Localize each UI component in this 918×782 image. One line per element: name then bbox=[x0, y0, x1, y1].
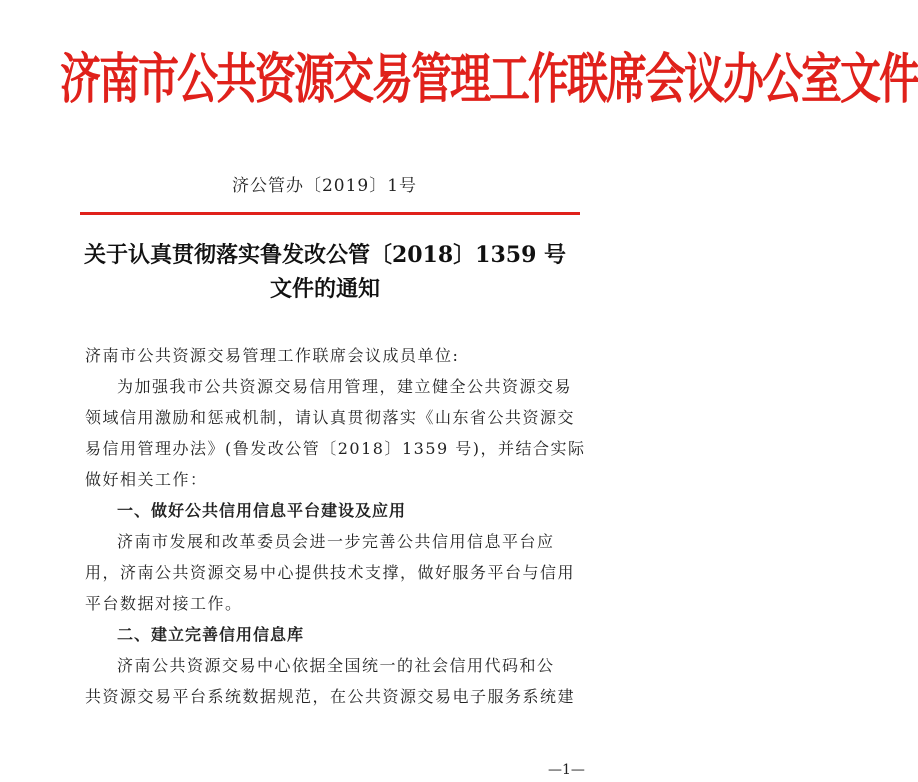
text-line: 济南公共资源交易中心依据全国统一的社会信用代码和公 bbox=[117, 656, 555, 675]
text-line: 用，济南公共资源交易中心提供技术支撑，做好服务平台与信用 bbox=[85, 563, 576, 582]
notice-title bbox=[40, 238, 610, 306]
salutation-text: 济南市公共资源交易管理工作联席会议成员单位: bbox=[85, 346, 460, 365]
section-heading: 二、建立完善信用信息库 bbox=[117, 625, 305, 644]
red-divider-line bbox=[80, 212, 580, 215]
text-line: 共资源交易平台系统数据规范，在公共资源交易电子服务系统建 bbox=[85, 687, 576, 706]
document-number: 济公管办〔2019〕1号 bbox=[231, 176, 418, 196]
text-line: 济南市发展和改革委员会进一步完善公共信用信息平台应 bbox=[117, 532, 555, 551]
page-number: —1— bbox=[548, 762, 585, 778]
title-line-1: 关于认真贯彻落实鲁发改公管〔2018〕1359 号 bbox=[83, 242, 567, 268]
red-header-org-title: 济南市公共资源交易管理工作联席会议办公室文件 bbox=[60, 47, 918, 111]
section-2 bbox=[85, 619, 590, 712]
text-line: 易信用管理办法》(鲁发改公管〔2018〕1359 号)，并结合实际 bbox=[85, 439, 586, 458]
text-line: 领域信用激励和惩戒机制，请认真贯彻落实《山东省公共资源交 bbox=[85, 408, 576, 427]
text-line: 平台数据对接工作。 bbox=[85, 594, 243, 613]
intro-paragraph bbox=[85, 371, 590, 495]
text-line: 为加强我市公共资源交易信用管理，建立健全公共资源交易 bbox=[117, 377, 573, 396]
section-heading: 一、做好公共信用信息平台建设及应用 bbox=[117, 501, 407, 520]
document-body bbox=[85, 340, 590, 712]
text-line: 做好相关工作： bbox=[85, 470, 208, 489]
title-line-2: 文件的通知 bbox=[269, 276, 380, 302]
section-1 bbox=[85, 495, 590, 619]
salutation bbox=[85, 340, 590, 371]
